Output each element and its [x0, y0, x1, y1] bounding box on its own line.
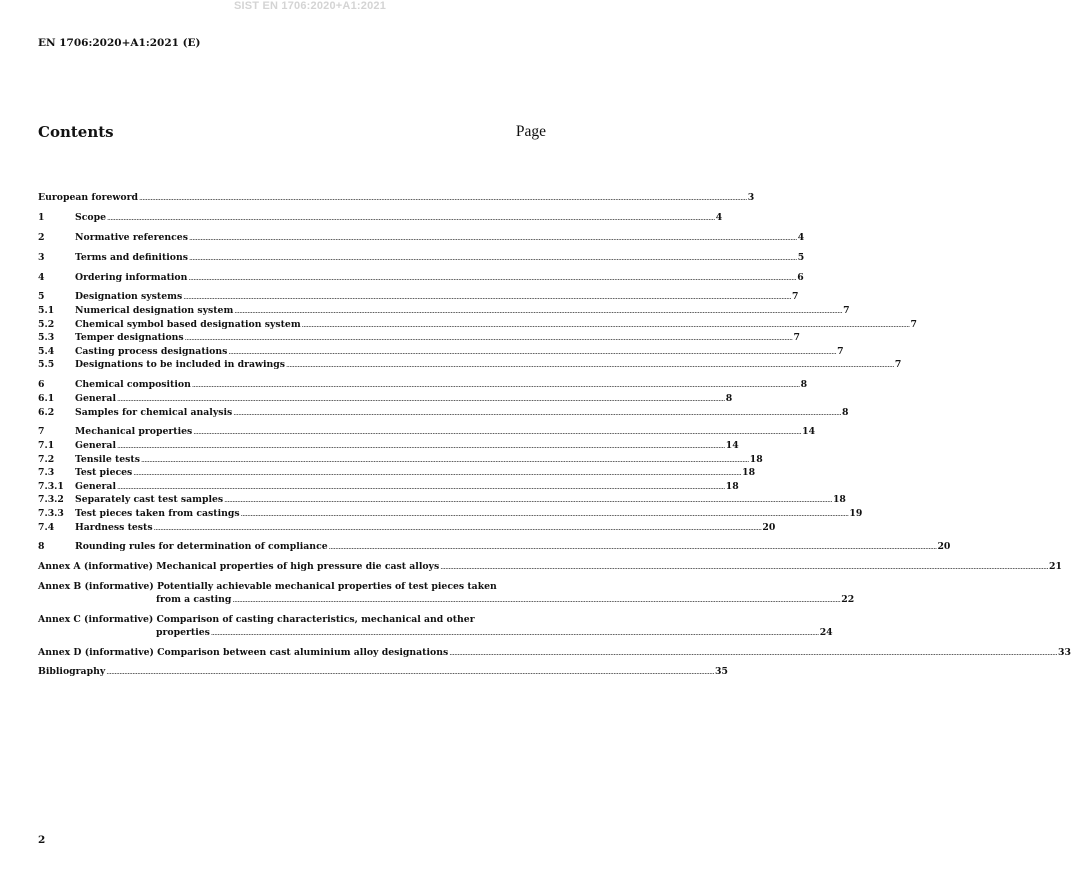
toc-entry-page: 4 — [797, 231, 805, 243]
toc-entry-number: 4 — [38, 271, 45, 283]
dot-leader — [302, 319, 910, 333]
dot-leader — [117, 481, 725, 495]
toc-entry[interactable] — [38, 406, 849, 420]
dot-leader — [189, 252, 797, 266]
toc-entry-title: from a casting — [156, 594, 232, 606]
toc-entry[interactable] — [38, 425, 816, 439]
toc-entry-title: properties — [156, 626, 210, 638]
toc-entry-title: Ordering information — [75, 271, 188, 283]
toc-entry-page: 7 — [843, 305, 850, 317]
toc-entry-number: 6.2 — [38, 406, 55, 418]
toc-entry[interactable] — [38, 331, 800, 345]
toc-entry[interactable] — [38, 358, 902, 372]
dot-leader — [107, 212, 715, 226]
dot-leader — [188, 272, 796, 286]
toc-entry-number: 1 — [38, 211, 45, 223]
toc-entry-page: 14 — [725, 439, 739, 451]
toc-entry-page: 8 — [725, 392, 733, 404]
toc-entry-page: 18 — [749, 453, 763, 465]
toc-entry-page: 18 — [832, 494, 846, 506]
toc-entry-number: 5.4 — [38, 345, 55, 357]
toc-entry[interactable] — [38, 540, 951, 554]
toc-entry-number: 7.2 — [38, 453, 55, 465]
toc-entry-title: Numerical designation system — [75, 305, 234, 317]
dot-leader — [211, 627, 819, 641]
dot-leader — [154, 522, 762, 536]
dot-leader — [106, 666, 714, 680]
toc-entry-number: 6 — [38, 379, 45, 391]
toc-entry[interactable] — [38, 646, 1071, 660]
dot-leader — [189, 232, 797, 246]
toc-entry-title: Tensile tests — [75, 453, 140, 465]
toc-entry-page: 35 — [715, 666, 728, 678]
page-number: 2 — [38, 834, 46, 846]
toc-entry-title: Bibliography — [38, 666, 106, 678]
toc-entry-page: 8 — [842, 406, 849, 418]
toc-entry[interactable] — [38, 466, 756, 480]
toc-entry[interactable] — [38, 439, 739, 453]
toc-entry-page: 3 — [747, 192, 755, 203]
dot-leader — [234, 305, 842, 319]
toc-entry-title: General — [75, 480, 116, 492]
toc-entry-page: 4 — [715, 211, 723, 223]
dot-leader — [117, 393, 725, 407]
page-column-label: Page — [515, 123, 546, 140]
toc-entry[interactable] — [38, 580, 855, 606]
toc-entry-page: 21 — [1049, 561, 1062, 573]
toc-entry-page: 14 — [802, 426, 816, 438]
toc-entry-number: 5 — [38, 291, 45, 303]
toc-entry[interactable] — [38, 345, 844, 359]
toc-entry-title-line: Annex C (informative) Comparison of casting characteristics, mechanical and other — [38, 613, 475, 625]
toc-entry[interactable] — [38, 271, 804, 285]
toc-entry[interactable] — [38, 211, 723, 225]
toc-entry[interactable] — [38, 231, 805, 245]
toc-entry-title: Scope — [75, 211, 106, 223]
dot-leader — [117, 440, 725, 454]
toc-entry-title: Test pieces taken from castings — [75, 507, 240, 519]
document-identifier: EN 1706:2020+A1:2021 (E) — [38, 37, 201, 49]
watermark: SIST EN 1706:2020+A1:2021 — [233, 0, 387, 12]
toc-entry-page: 20 — [762, 521, 776, 533]
dot-leader — [440, 561, 1048, 575]
toc-entry-page: 6 — [797, 271, 804, 283]
toc-entry-number: 5.1 — [38, 305, 55, 317]
toc-entry-page: 5 — [797, 251, 805, 263]
toc-entry-title: Annex A (informative) Mechanical properties of high pressure die cast alloys — [38, 561, 440, 573]
toc-entry-title: Samples for chemical analysis — [75, 406, 233, 418]
toc-entry-number: 2 — [38, 231, 45, 243]
dot-leader — [224, 494, 832, 508]
toc-entry-number: 7.3.3 — [38, 507, 64, 519]
dot-leader — [141, 454, 749, 468]
toc-entry-title: Separately cast test samples — [75, 494, 224, 506]
dot-leader — [233, 407, 841, 421]
toc-entry-number: 7.3.1 — [38, 480, 64, 492]
toc-entry-title: Designations to be included in drawings — [75, 359, 286, 371]
toc-entry-page: 7 — [837, 345, 844, 357]
toc-entry[interactable] — [38, 191, 755, 205]
toc-entry-number: 8 — [38, 541, 45, 553]
toc-entry[interactable] — [38, 318, 917, 332]
toc-entry-page: 22 — [841, 594, 855, 606]
toc-entry-number: 7.3.2 — [38, 494, 64, 506]
toc-entry-number: 7.4 — [38, 521, 55, 533]
toc-entry-title: Casting process designations — [75, 345, 228, 357]
dot-leader — [139, 192, 747, 206]
toc-entry[interactable] — [38, 453, 763, 467]
dot-leader — [193, 426, 801, 440]
dot-leader — [192, 379, 800, 393]
toc-entry-title-line: Annex B (informative) Potentially achievable mechanical properties of test pieces taken — [38, 581, 497, 593]
toc-entry-title: Temper designations — [75, 332, 184, 344]
toc-entry-title: Hardness tests — [75, 521, 153, 533]
toc-entry-number: 3 — [38, 251, 45, 263]
toc-entry[interactable] — [38, 560, 1062, 574]
toc-entry-page: 18 — [742, 467, 756, 479]
toc-entry-page: 7 — [894, 359, 902, 371]
dot-leader — [449, 647, 1057, 661]
dot-leader — [228, 346, 836, 360]
toc-entry[interactable] — [38, 480, 739, 494]
toc-entry-page: 7 — [793, 332, 800, 344]
toc-entry[interactable] — [38, 290, 799, 304]
dot-leader — [133, 467, 741, 481]
toc-entry[interactable] — [38, 665, 728, 679]
toc-entry-number: 5.3 — [38, 332, 55, 344]
toc-entry-page: 19 — [849, 507, 863, 519]
toc-entry-title: General — [75, 392, 116, 404]
toc-entry[interactable] — [38, 392, 733, 406]
table-of-contents — [38, 191, 1071, 679]
toc-entry[interactable] — [38, 378, 808, 392]
toc-entry-title: Normative references — [75, 231, 188, 243]
toc-entry-title: Rounding rules for determination of compliance — [75, 541, 328, 553]
toc-entry-title: Mechanical properties — [75, 426, 193, 438]
toc-entry-title: Designation systems — [75, 291, 183, 303]
dot-leader — [241, 508, 849, 522]
toc-entry[interactable] — [38, 507, 863, 521]
toc-entry-page: 33 — [1057, 646, 1071, 658]
toc-entry-number: 5.5 — [38, 359, 55, 371]
toc-entry-number: 7.3 — [38, 467, 55, 479]
toc-entry-number: 7.1 — [38, 439, 55, 451]
toc-entry-title: Annex D (informative) Comparison between cast aluminium alloy designations — [38, 646, 449, 658]
dot-leader — [185, 332, 793, 346]
toc-entry-page: 18 — [725, 480, 739, 492]
toc-entry-title: General — [75, 439, 116, 451]
toc-entry-title: Chemical symbol based designation system — [75, 318, 301, 330]
toc-entry[interactable] — [38, 251, 805, 265]
dot-leader — [329, 541, 937, 555]
toc-entry-title: Terms and definitions — [75, 251, 188, 263]
toc-entry[interactable] — [38, 493, 846, 507]
dot-leader — [232, 594, 840, 608]
toc-entry-page: 8 — [800, 379, 808, 391]
toc-entry-page: 7 — [910, 318, 917, 330]
dot-leader — [183, 291, 791, 305]
toc-entry-number: 6.1 — [38, 392, 55, 404]
toc-entry[interactable] — [38, 613, 833, 639]
toc-entry-page: 24 — [819, 626, 833, 638]
toc-entry-page: 7 — [792, 291, 799, 303]
toc-entry[interactable] — [38, 304, 850, 318]
toc-entry-number: 5.2 — [38, 318, 55, 330]
toc-entry-title: European foreword — [38, 192, 138, 203]
dot-leader — [286, 359, 894, 373]
toc-entry[interactable] — [38, 521, 776, 535]
toc-entry-page: 20 — [937, 541, 951, 553]
toc-entry-number: 7 — [38, 426, 45, 438]
toc-entry-title: Chemical composition — [75, 379, 191, 391]
toc-entry-title: Test pieces — [75, 467, 133, 479]
contents-heading: Contents — [38, 123, 114, 141]
